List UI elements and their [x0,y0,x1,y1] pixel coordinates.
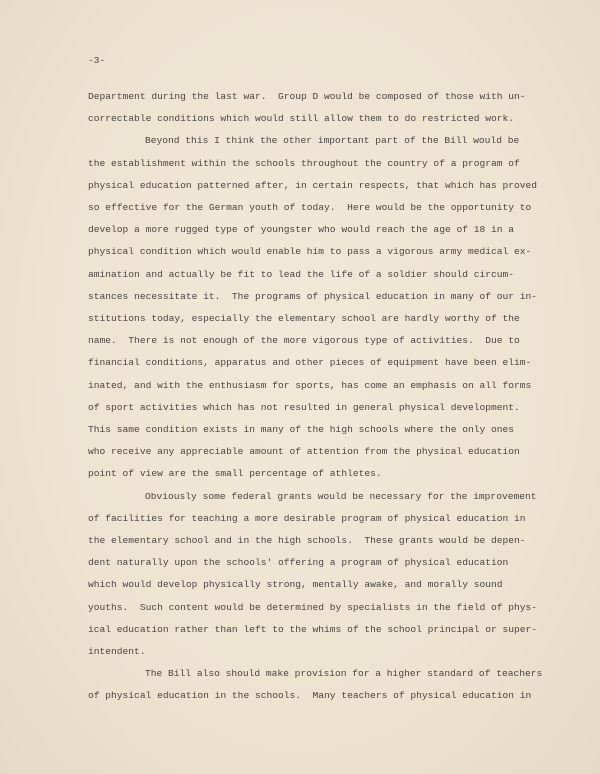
text-line: Department during the last war. Group D would be composed of those with un- [88,91,526,102]
text-line: name. There is not enough of the more vigorous type of activities. Due to [88,335,520,347]
text-line: of sport activities which has not resulted in general physical development. [88,401,520,413]
text-line: of physical education in the schools. Many teachers of physical education in [88,690,532,702]
text-line: The Bill also should make provision for a higher standard of teachers [145,668,543,680]
text-line: the establishment within the schools throughout the country of a program of [88,157,520,169]
text-line: dent naturally upon the schools' offering a program of physical education [88,557,509,569]
text-line: point of view are the small percentage of athletes. [88,468,382,480]
text-line: stances necessitate it. The programs of physical education in many of our in- [88,290,538,302]
text-line: develop a more rugged type of youngster who would reach the age of 18 in a [88,224,515,236]
text-line: so effective for the German youth of today. Here would be the opportunity to [88,202,532,213]
text-line: which would develop physically strong, mentally awake, and morally sound [88,579,503,591]
page-number: -3- [88,55,106,66]
text-line: ical education rather than left to the whims of the school principal or super- [88,623,538,635]
text-line: the elementary school and in the high schools. These grants would be depen- [88,535,526,546]
text-line: financial conditions, apparatus and other pieces of equipment have been elim- [88,357,532,369]
text-line: correctable conditions which would still allow them to do restricted work. [88,113,515,125]
text-line: physical education patterned after, in certain respects, that which has proved [88,179,538,191]
text-line: of facilities for teaching a more desirable program of physical education in [88,512,526,524]
text-line: stitutions today, especially the elementary school are hardly worthy of the [88,313,520,324]
text-line: who receive any appreciable amount of attention from the physical education [88,446,520,458]
text-line: inated, and with the enthusiasm for sports, has come an emphasis on all forms [88,379,532,391]
text-line: This same condition exists in many of the high schools where the only ones [88,424,515,435]
text-line: Obviously some federal grants would be necessary for the improvement [145,490,537,502]
text-line: Beyond this I think the other important part of the Bill would be [145,135,520,147]
text-line: intendent. [88,646,146,657]
text-line: physical condition which would enable him to pass a vigorous army medical ex- [88,246,532,258]
text-line: amination and actually be fit to lead the life of a soldier should circum- [88,268,515,280]
text-line: youths. Such content would be determined by specialists in the field of phys- [88,601,538,613]
